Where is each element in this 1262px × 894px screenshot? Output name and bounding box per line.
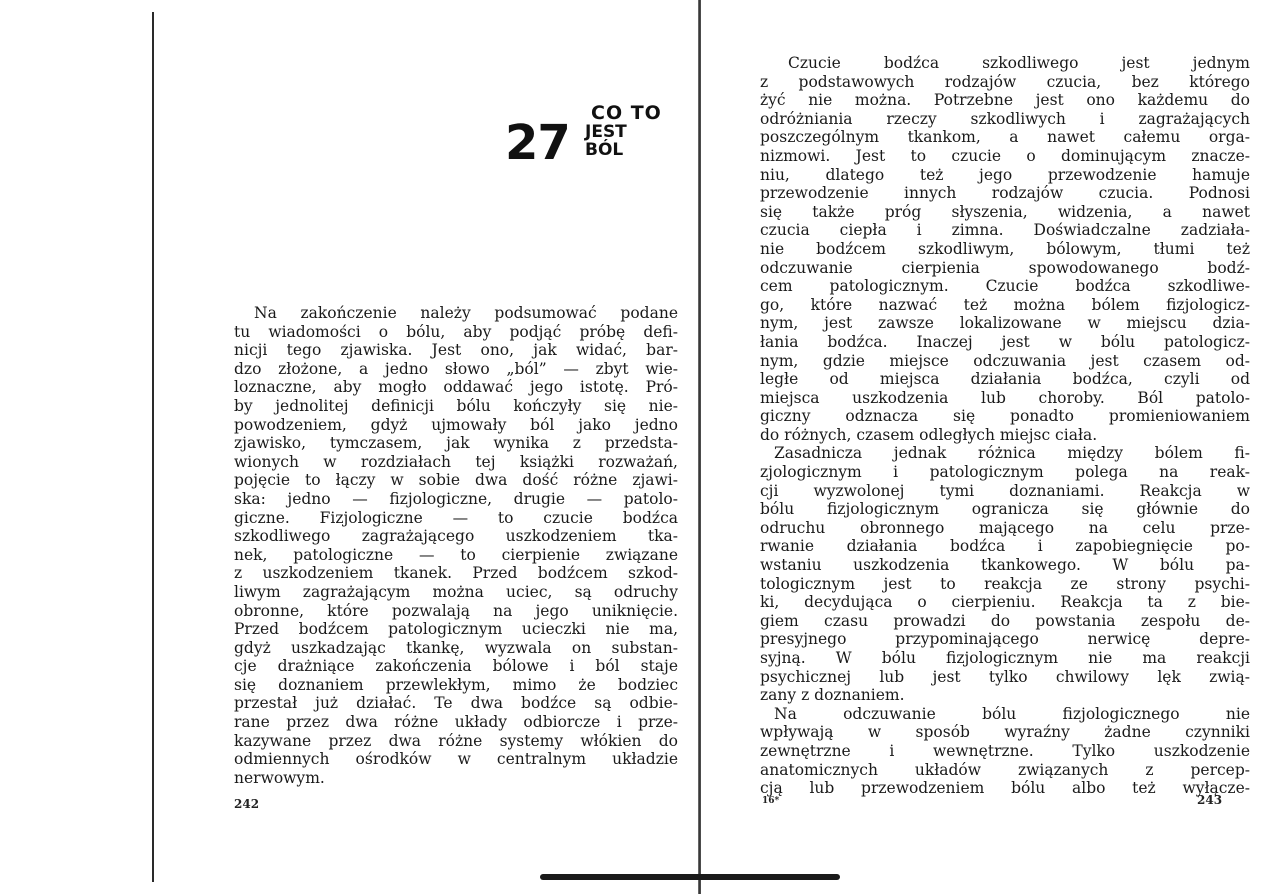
text-line: kazywane przez dwa różne systemy włókien do — [234, 731, 678, 750]
text-line: nek, patologiczne — to cierpienie związane — [234, 545, 678, 564]
text-line: gdyż uszkadzając tkankę, wyzwala on substan- — [234, 638, 678, 657]
text-line: tu wiadomości o bólu, aby podjąć próbę defi- — [234, 322, 678, 341]
chapter-number: 27 — [505, 115, 570, 171]
chapter-title-line: CO TO — [591, 102, 662, 124]
text-line: go, które nazwać też można bólem fizjologicz- — [760, 295, 1250, 314]
text-line: zjawisko, tymczasem, jak wynika z przedsta- — [234, 434, 678, 453]
text-line: z podstawowych rodzajów czucia, bez którego — [760, 72, 1250, 91]
text-line: nym, jest zawsze lokalizowane w miejscu dzia- — [760, 314, 1250, 333]
page-number-left: 242 — [234, 797, 260, 811]
text-line: pojęcie to łączy w sobie dwa dość różne zjawi- — [234, 471, 678, 490]
text-line: rane przez dwa różne układy odbiorcze i prze- — [234, 713, 678, 732]
text-line: odruchu obronnego mającego na celu prze- — [760, 518, 1250, 537]
text-line: zewnętrzne i wewnętrzne. Tylko uszkodzenie — [760, 741, 1250, 760]
text-line: zjologicznym i patologicznym polega na reak- — [760, 463, 1250, 482]
text-line: niu, dlatego też jego przewodzenie hamuje — [760, 165, 1250, 184]
text-line: giczny odznacza się ponadto promieniowaniem — [760, 407, 1250, 426]
chapter-title — [585, 103, 662, 159]
text-line: zany z doznaniem. — [760, 686, 905, 705]
signature-mark: 16* — [762, 796, 780, 806]
text-line: wpływają w sposób wyraźny żadne czynniki — [760, 723, 1250, 742]
text-line: dzo złożone, a jedno słowo „ból” — zbyt wie- — [234, 359, 678, 378]
text-line: rwanie działania bodźca i zapobiegnięcie po- — [760, 537, 1250, 556]
text-line: nym, gdzie miejsce odczuwania jest czasem od- — [760, 351, 1250, 370]
text-line: nerwowym. — [234, 768, 325, 787]
text-line: z uszkodzeniem tkanek. Przed bodźcem szkod- — [234, 564, 678, 583]
text-line: odmiennych ośrodków w centralnym układzie — [234, 750, 678, 769]
text-line: obronne, które pozwalają na jego uniknięcie. — [234, 601, 678, 620]
text-line: Przed bodźcem patologicznym ucieczki nie ma, — [234, 620, 678, 639]
text-line: czucia ciepła i zimna. Doświadczalne zadziała- — [760, 221, 1250, 240]
text-line: się także próg słyszenia, widzenia, a nawet — [760, 202, 1250, 221]
text-line: odczuwanie cierpienia spowodowanego bodź- — [760, 258, 1250, 277]
text-line: do różnych, czasem odległych miejsc ciała. — [760, 425, 1098, 444]
text-line: by jednolitej definicji bólu kończyły się nie- — [234, 396, 678, 415]
right-page-body-text — [760, 54, 1250, 798]
text-line: ska: jedno — fizjologiczne, drugie — patolo- — [234, 489, 678, 508]
text-line: odróżniania rzeczy szkodliwych i zagrażających — [760, 109, 1250, 128]
text-line: psychicznej lub jest tylko chwilowy lęk zwią- — [760, 667, 1250, 686]
text-line: przestał już działać. Te dwa bodźce są odbie- — [234, 694, 678, 713]
text-line: giczne. Fizjologiczne — to czucie bodźca — [234, 508, 678, 527]
text-line: syjną. W bólu fizjologicznym nie ma reakcji — [760, 649, 1250, 667]
text-line: cji wyzwolonej tymi doznaniami. Reakcja w — [760, 481, 1250, 500]
text-line: giem czasu prowadzi do powstania zespołu de- — [760, 611, 1250, 630]
text-line: Na zakończenie należy podsumować podane — [254, 304, 678, 322]
text-line: wionych w rozdziałach tej książki rozważań, — [234, 452, 678, 471]
right-page — [700, 0, 1262, 894]
text-line: Zasadnicza jednak różnica między bólem fi- — [774, 444, 1250, 463]
text-line: Czucie bodźca szkodliwego jest jednym — [788, 54, 1250, 72]
text-line: Na odczuwanie bólu fizjologicznego nie — [774, 704, 1250, 723]
text-line: ki, decydująca o cierpieniu. Reakcja ta z bie- — [760, 593, 1250, 612]
text-line: ległe od miejsca działania bodźca, czyli od — [760, 370, 1250, 389]
chapter-heading — [505, 103, 675, 173]
chapter-title-line: JEST — [585, 122, 627, 142]
text-line: loznaczne, aby mogło oddawać jego istotę. Pró- — [234, 378, 678, 397]
text-line: nizmowi. Jest to czucie o dominującym znacze- — [760, 146, 1250, 165]
text-line: anatomicznych układów związanych z percep- — [760, 760, 1250, 779]
text-line: cem patologicznym. Czucie bodźca szkodliwe- — [760, 277, 1250, 296]
text-line: łania bodźca. Inaczej jest w bólu patologicz- — [760, 332, 1250, 351]
text-line: tologicznym jest to reakcja ze strony psychi- — [760, 574, 1250, 593]
text-line: się doznaniem przewlekłym, mimo że bodziec — [234, 675, 678, 694]
text-line: presyjnego przypominającego nerwicę depre- — [760, 630, 1250, 649]
left-page-body-text — [234, 304, 678, 787]
text-line: żyć nie można. Potrzebne jest ono każdemu do — [760, 91, 1250, 110]
text-line: przewodzenie innych rodzajów czucia. Podnosi — [760, 184, 1250, 203]
text-line: powodzeniem, gdyż ujmowały ból jako jedno — [234, 415, 678, 434]
chapter-title-line: BÓL — [585, 140, 624, 160]
text-line: nie bodźcem szkodliwym, bólowym, tłumi też — [760, 239, 1250, 258]
text-line: poszczególnym tkankom, a nawet całemu orga- — [760, 128, 1250, 147]
text-line: bólu fizjologicznym ogranicza się głównie do — [760, 500, 1250, 519]
text-line: nicji tego zjawiska. Jest ono, jak widać, bar- — [234, 341, 678, 360]
text-line: wstaniu uszkodzenia tkankowego. W bólu pa- — [760, 556, 1250, 575]
text-line: szkodliwego zagrażającego uszkodzeniem tka- — [234, 527, 678, 546]
text-line: cją lub przewodzeniem bólu albo też wyłącze- — [760, 779, 1250, 798]
text-line: cje drażniące zakończenia bólowe i ból staje — [234, 657, 678, 676]
page-number-right: 243 — [1197, 793, 1223, 807]
text-line: miejsca uszkodzenia lub choroby. Ból patolo- — [760, 388, 1250, 407]
text-line: liwym zagrażającym można uciec, są odruchy — [234, 582, 678, 601]
